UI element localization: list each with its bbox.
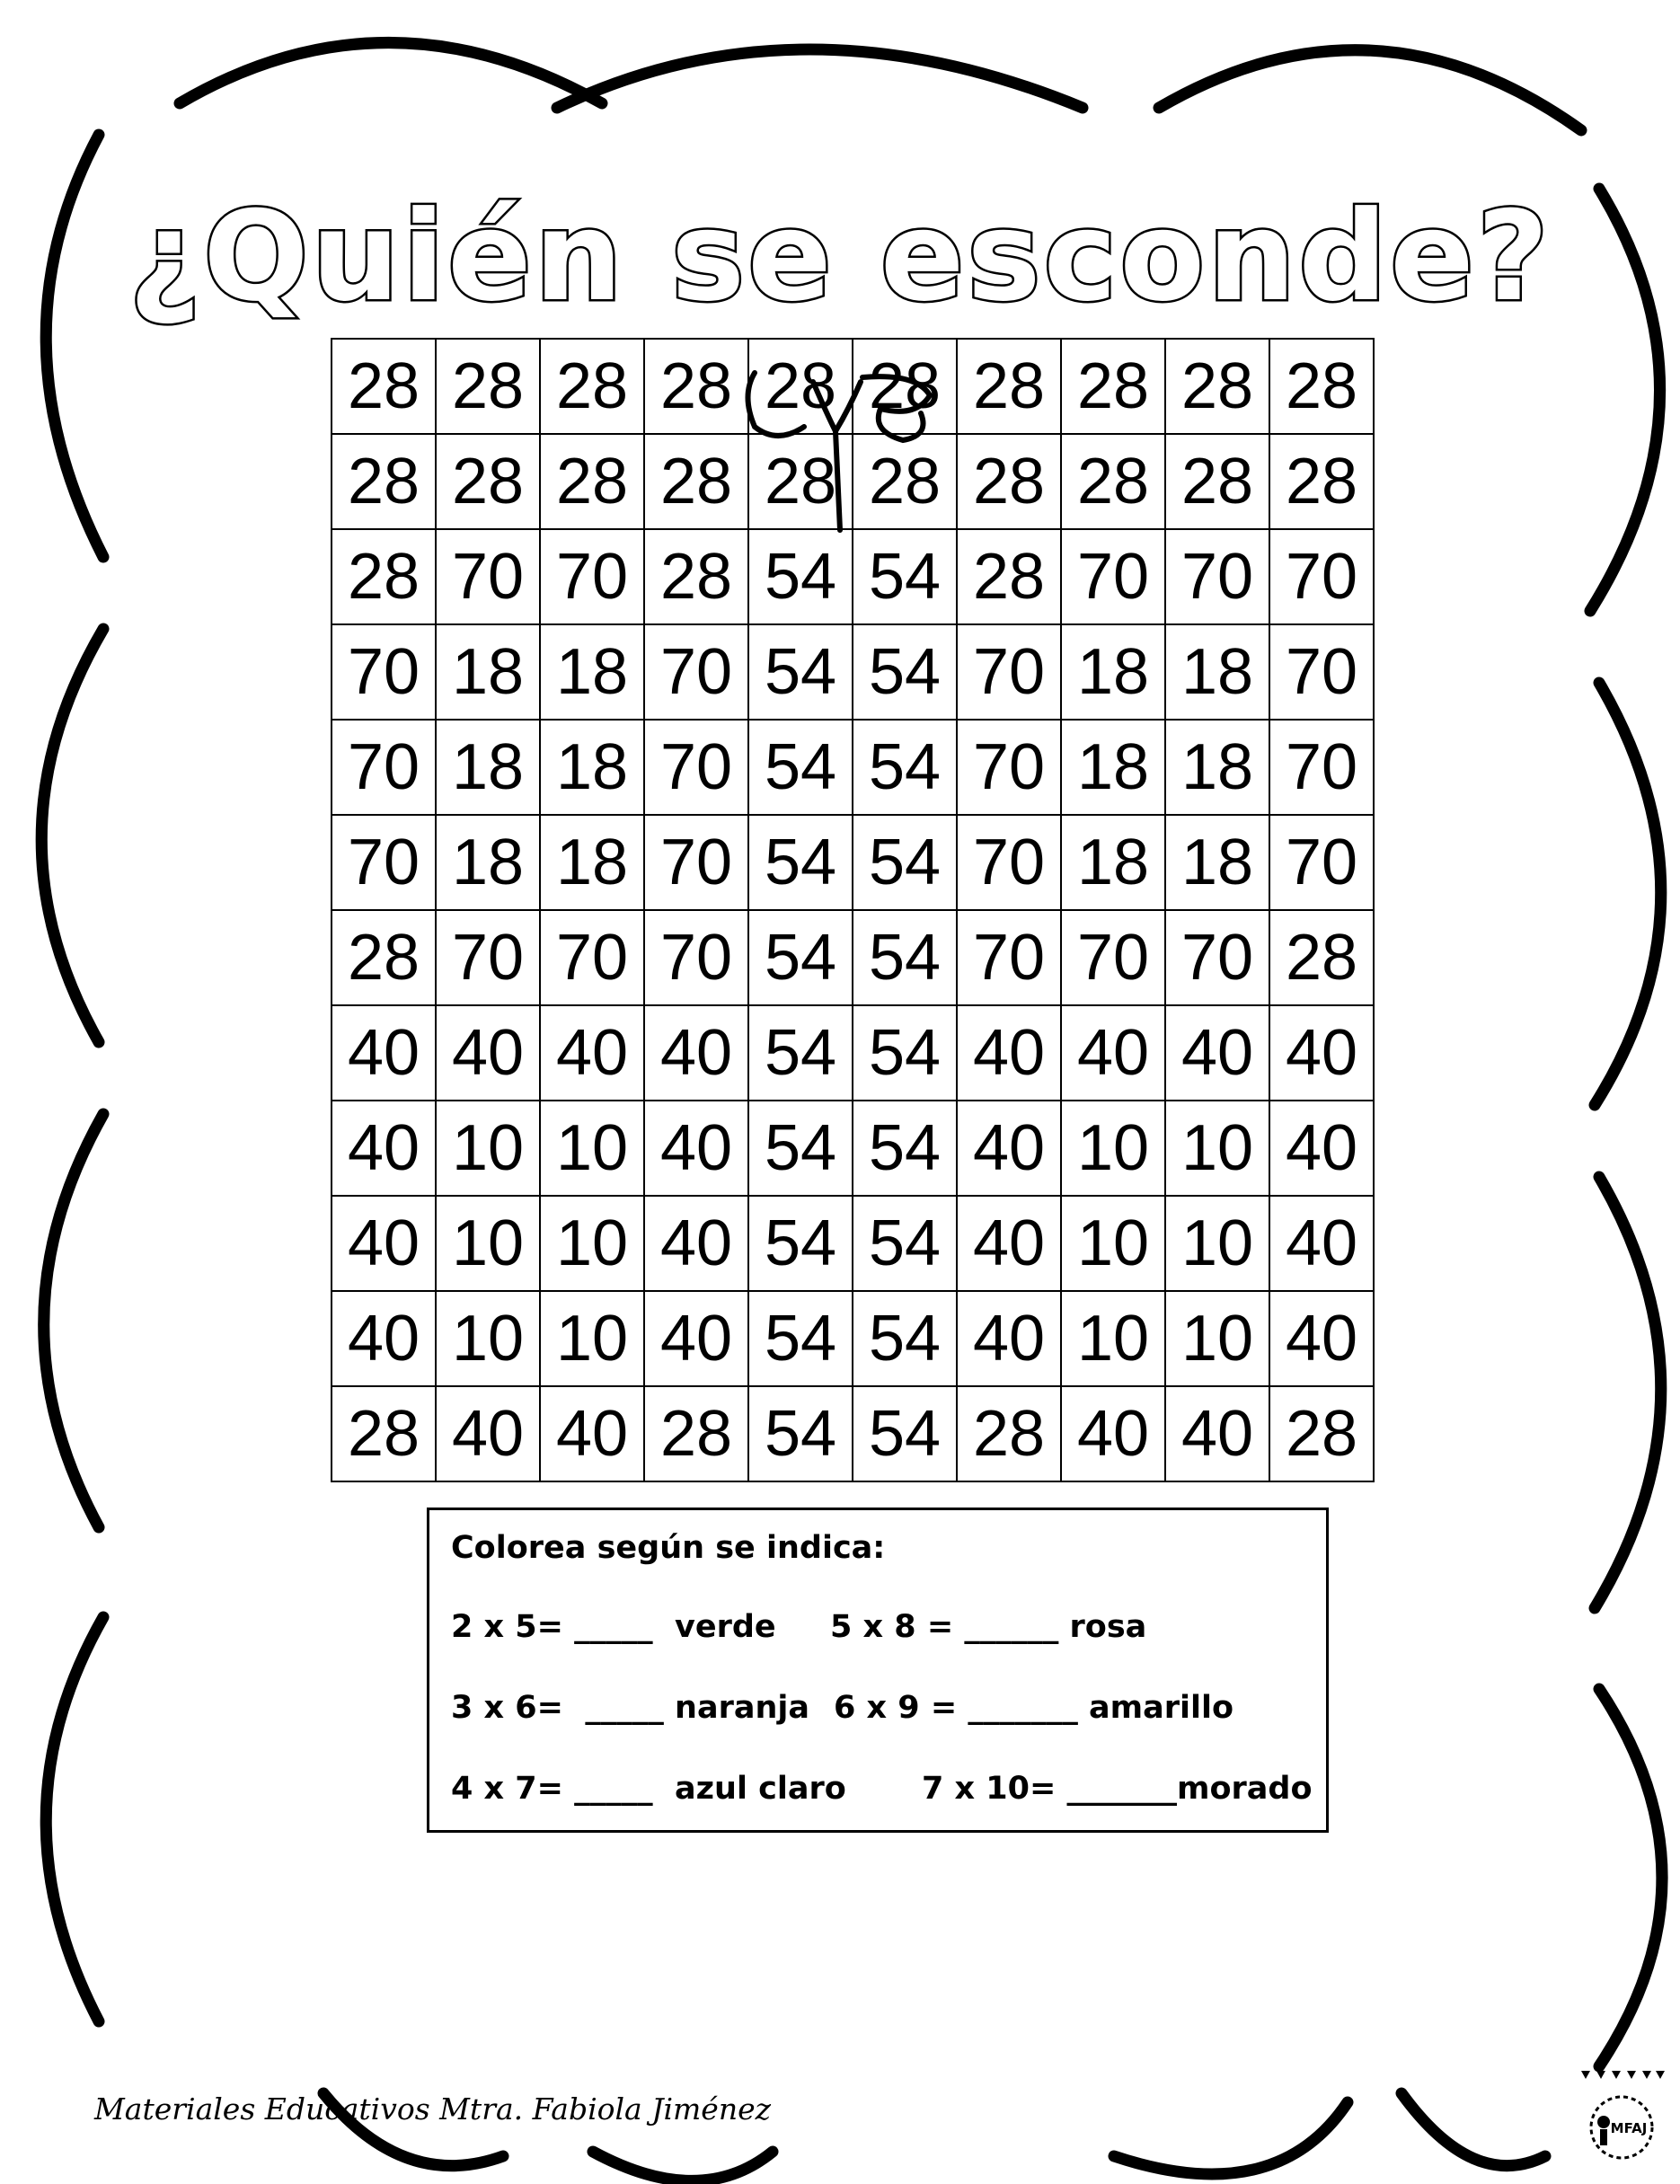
grid-cell[interactable]: 54 [748,1291,853,1386]
grid-cell[interactable]: 28 [332,529,436,624]
grid-cell[interactable]: 70 [957,720,1061,815]
grid-cell[interactable]: 70 [1165,529,1269,624]
grid-row [332,1291,1374,1386]
grid-cell[interactable]: 54 [748,1196,853,1291]
grid-cell[interactable]: 54 [748,1101,853,1196]
grid-cell[interactable]: 70 [1269,624,1374,720]
grid-cell[interactable]: 10 [436,1101,540,1196]
grid-cell[interactable]: 54 [748,1005,853,1101]
grid-row [332,1386,1374,1481]
grid-cell[interactable]: 28 [644,339,748,434]
grid-cell[interactable]: 28 [748,434,853,529]
grid-cell[interactable]: 10 [436,1291,540,1386]
grid-cell[interactable]: 54 [748,720,853,815]
grid-cell[interactable]: 70 [1269,529,1374,624]
grid-cell[interactable]: 54 [853,1196,957,1291]
grid-row [332,1196,1374,1291]
grid-cell[interactable]: 70 [644,624,748,720]
grid-row [332,1101,1374,1196]
legend-row-azul-claro: 4 x 7= _____ azul claro [451,1771,846,1807]
legend-heading: Colorea según se indica: [451,1530,886,1566]
grid-row [332,529,1374,624]
grid-cell[interactable]: 18 [436,624,540,720]
mfaj-badge-logo [1577,2066,1667,2174]
grid-cell[interactable]: 18 [1061,720,1165,815]
grid-row [332,624,1374,720]
grid-cell[interactable]: 40 [1269,1196,1374,1291]
grid-cell[interactable]: 18 [436,720,540,815]
grid-cell[interactable]: 40 [957,1005,1061,1101]
grid-cell[interactable]: 70 [644,910,748,1005]
grid-cell[interactable]: 28 [1269,910,1374,1005]
grid-cell[interactable]: 40 [332,1196,436,1291]
grid-row [332,1005,1374,1101]
grid-cell[interactable]: 10 [540,1291,644,1386]
badge-text: MFAJ [1610,2120,1648,2136]
grid-cell[interactable]: 10 [1165,1196,1269,1291]
grid-cell[interactable]: 10 [1165,1101,1269,1196]
pen-scribble-mark [737,341,943,539]
grid-cell[interactable]: 10 [436,1196,540,1291]
grid-cell[interactable]: 54 [853,529,957,624]
grid-cell[interactable]: 40 [1165,1005,1269,1101]
grid-cell[interactable]: 28 [957,434,1061,529]
grid-cell[interactable]: 40 [332,1291,436,1386]
grid-cell[interactable]: 18 [436,815,540,910]
grid-cell[interactable]: 40 [332,1005,436,1101]
legend-box [427,1508,1329,1833]
grid-cell[interactable]: 28 [957,529,1061,624]
grid-cell[interactable]: 28 [332,910,436,1005]
grid-cell[interactable]: 54 [748,910,853,1005]
grid-cell[interactable]: 70 [436,910,540,1005]
grid-cell[interactable]: 40 [1061,1005,1165,1101]
grid-cell[interactable]: 28 [1269,339,1374,434]
grid-cell[interactable]: 28 [1165,339,1269,434]
grid-cell[interactable]: 28 [853,339,957,434]
grid-cell[interactable]: 28 [540,339,644,434]
grid-cell[interactable]: 54 [853,910,957,1005]
grid-cell[interactable]: 54 [853,1291,957,1386]
grid-cell[interactable]: 18 [1165,720,1269,815]
grid-cell[interactable]: 18 [540,815,644,910]
legend-row-verde: 2 x 5= _____ verde [451,1609,776,1645]
grid-cell[interactable]: 40 [957,1291,1061,1386]
legend-row-naranja: 3 x 6= _____ naranja [451,1690,809,1726]
grid-cell[interactable]: 18 [540,720,644,815]
legend-row-amarillo: 6 x 9 = _______ amarillo [834,1690,1234,1726]
grid-cell[interactable]: 28 [957,1386,1061,1481]
grid-cell[interactable]: 40 [540,1386,644,1481]
grid-cell[interactable]: 28 [1269,434,1374,529]
grid-cell[interactable]: 40 [436,1386,540,1481]
grid-cell[interactable]: 18 [540,624,644,720]
legend-row-morado: 7 x 10= _______morado [922,1771,1313,1807]
grid-cell[interactable]: 70 [644,720,748,815]
grid-cell[interactable]: 40 [644,1101,748,1196]
grid-cell[interactable]: 54 [853,720,957,815]
grid-cell[interactable]: 70 [332,624,436,720]
grid-cell[interactable]: 28 [332,1386,436,1481]
grid-cell[interactable]: 10 [1061,1291,1165,1386]
grid-cell[interactable]: 18 [1061,624,1165,720]
grid-cell[interactable]: 10 [1165,1291,1269,1386]
grid-cell[interactable]: 40 [1165,1386,1269,1481]
grid-cell[interactable]: 40 [1269,1101,1374,1196]
grid-cell[interactable]: 40 [957,1196,1061,1291]
grid-cell[interactable]: 70 [436,529,540,624]
grid-cell[interactable]: 40 [1061,1386,1165,1481]
grid-cell[interactable]: 54 [748,624,853,720]
grid-cell[interactable]: 40 [644,1196,748,1291]
grid-cell[interactable]: 70 [332,815,436,910]
grid-cell[interactable]: 40 [957,1101,1061,1196]
grid-cell[interactable]: 70 [1165,910,1269,1005]
worksheet-title: ¿Quién se esconde? [128,184,1552,329]
grid-cell[interactable]: 28 [748,339,853,434]
grid-cell[interactable]: 28 [332,434,436,529]
grid-cell[interactable]: 28 [332,339,436,434]
grid-cell[interactable]: 54 [853,1005,957,1101]
grid-cell[interactable]: 10 [1061,1101,1165,1196]
grid-cell[interactable]: 10 [1061,1196,1165,1291]
grid-cell[interactable]: 54 [853,815,957,910]
grid-cell[interactable]: 28 [853,434,957,529]
grid-cell[interactable]: 40 [1269,1005,1374,1101]
grid-cell[interactable]: 18 [1061,815,1165,910]
grid-cell[interactable]: 70 [1269,720,1374,815]
footer-credit: Materiales Educativos Mtra. Fabiola Jiménez [94,2091,771,2127]
grid-cell[interactable]: 28 [1061,339,1165,434]
grid-cell[interactable]: 70 [540,910,644,1005]
grid-cell[interactable]: 54 [748,815,853,910]
grid-cell[interactable]: 54 [748,529,853,624]
grid-cell[interactable]: 28 [644,434,748,529]
grid-cell[interactable]: 10 [540,1101,644,1196]
grid-cell[interactable]: 28 [957,339,1061,434]
grid-cell[interactable]: 28 [1269,1386,1374,1481]
grid-cell[interactable]: 40 [540,1005,644,1101]
grid-cell[interactable]: 70 [540,529,644,624]
grid-cell[interactable]: 18 [1165,815,1269,910]
grid-cell[interactable]: 70 [957,910,1061,1005]
grid-cell[interactable]: 28 [1165,434,1269,529]
grid-cell[interactable]: 54 [853,1386,957,1481]
grid-cell[interactable]: 70 [644,815,748,910]
grid-cell[interactable]: 40 [1269,1291,1374,1386]
grid-cell[interactable]: 54 [853,624,957,720]
grid-cell[interactable]: 18 [1165,624,1269,720]
grid-cell[interactable]: 40 [644,1005,748,1101]
grid-cell[interactable]: 28 [644,1386,748,1481]
grid-cell[interactable]: 70 [957,624,1061,720]
grid-cell[interactable]: 40 [332,1101,436,1196]
grid-cell[interactable]: 54 [853,1101,957,1196]
grid-cell[interactable]: 54 [748,1386,853,1481]
legend-row-rosa: 5 x 8 = ______ rosa [830,1609,1147,1645]
grid-cell[interactable]: 70 [1061,910,1165,1005]
grid-row [332,910,1374,1005]
grid-cell[interactable]: 70 [1061,529,1165,624]
grid-cell[interactable]: 40 [644,1291,748,1386]
grid-row [332,720,1374,815]
grid-cell[interactable]: 40 [436,1005,540,1101]
grid-cell[interactable]: 28 [540,434,644,529]
grid-cell[interactable]: 28 [644,529,748,624]
grid-cell[interactable]: 28 [436,434,540,529]
grid-cell[interactable]: 70 [957,815,1061,910]
grid-cell[interactable]: 10 [540,1196,644,1291]
grid-cell[interactable]: 28 [1061,434,1165,529]
grid-cell[interactable]: 28 [436,339,540,434]
grid-cell[interactable]: 70 [1269,815,1374,910]
grid-row [332,815,1374,910]
grid-cell[interactable]: 70 [332,720,436,815]
